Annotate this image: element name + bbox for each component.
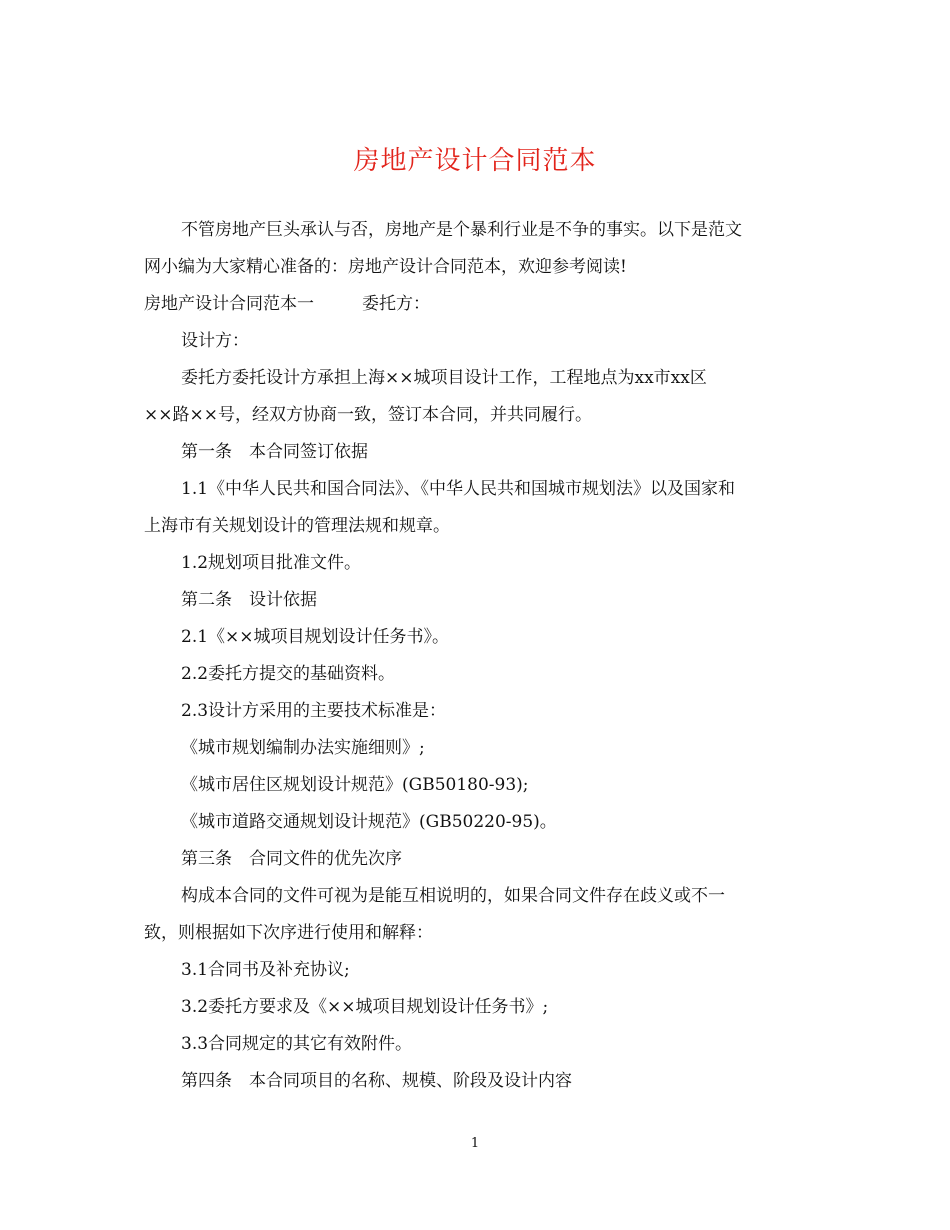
- signature-party-line: [144, 286, 810, 323]
- paragraph-line: 第一条 本合同签订依据: [181, 442, 368, 462]
- paragraph-line: 1.1《中华人民共和国合同法》、《中华人民共和国城市规划法》以及国家和: [181, 479, 736, 499]
- paragraph-line: 网小编为大家精心准备的：房地产设计合同范本，欢迎参考阅读!: [144, 257, 627, 277]
- paragraph-line: 3.2委托方要求及《××城项目规划设计任务书》;: [181, 997, 549, 1017]
- paragraph-line: 构成本合同的文件可视为是能互相说明的，如果合同文件存在歧义或不一: [181, 886, 725, 906]
- party-label: 委托方：: [362, 294, 430, 314]
- paragraph-line: 委托方委托设计方承担上海××城项目设计工作，工程地点为xx市xx区: [181, 368, 707, 388]
- page-number: 1: [470, 1136, 480, 1151]
- paragraph-line: 《城市道路交通规划设计规范》(GB50220-95)。: [181, 812, 557, 832]
- paragraph-line: 3.3合同规定的其它有效附件。: [181, 1034, 413, 1054]
- paragraph-line: 2.3设计方采用的主要技术标准是：: [181, 701, 447, 721]
- paragraph-line: 第四条 本合同项目的名称、规模、阶段及设计内容: [181, 1071, 572, 1091]
- paragraph-line: 《城市规划编制办法实施细则》;: [181, 738, 425, 758]
- paragraph-line: 第三条 合同文件的优先次序: [181, 849, 402, 869]
- paragraph-line: 第二条 设计依据: [181, 590, 317, 610]
- paragraph-line: 《城市居住区规划设计规范》(GB50180-93);: [181, 775, 529, 795]
- document-body: [144, 212, 810, 1100]
- section-heading: 房地产设计合同范本一: [144, 294, 314, 314]
- paragraph-line: 设计方：: [181, 331, 249, 351]
- document-title: 房地产设计合同范本: [353, 146, 597, 176]
- paragraph-line: 2.2委托方提交的基础资料。: [181, 664, 396, 684]
- paragraph-line: ××路××号，经双方协商一致，签订本合同，并共同履行。: [144, 405, 592, 425]
- paragraph-line: 上海市有关规划设计的管理法规和规章。: [144, 516, 450, 536]
- paragraph-line: 致，则根据如下次序进行使用和解释：: [144, 923, 433, 943]
- paragraph-line: 2.1《××城项目规划设计任务书》。: [181, 627, 450, 647]
- paragraph-line: 3.1合同书及补充协议;: [181, 960, 350, 980]
- paragraph-line: 1.2规划项目批准文件。: [181, 553, 362, 573]
- paragraph-line: 不管房地产巨头承认与否，房地产是个暴利行业是不争的事实。以下是范文: [181, 220, 742, 240]
